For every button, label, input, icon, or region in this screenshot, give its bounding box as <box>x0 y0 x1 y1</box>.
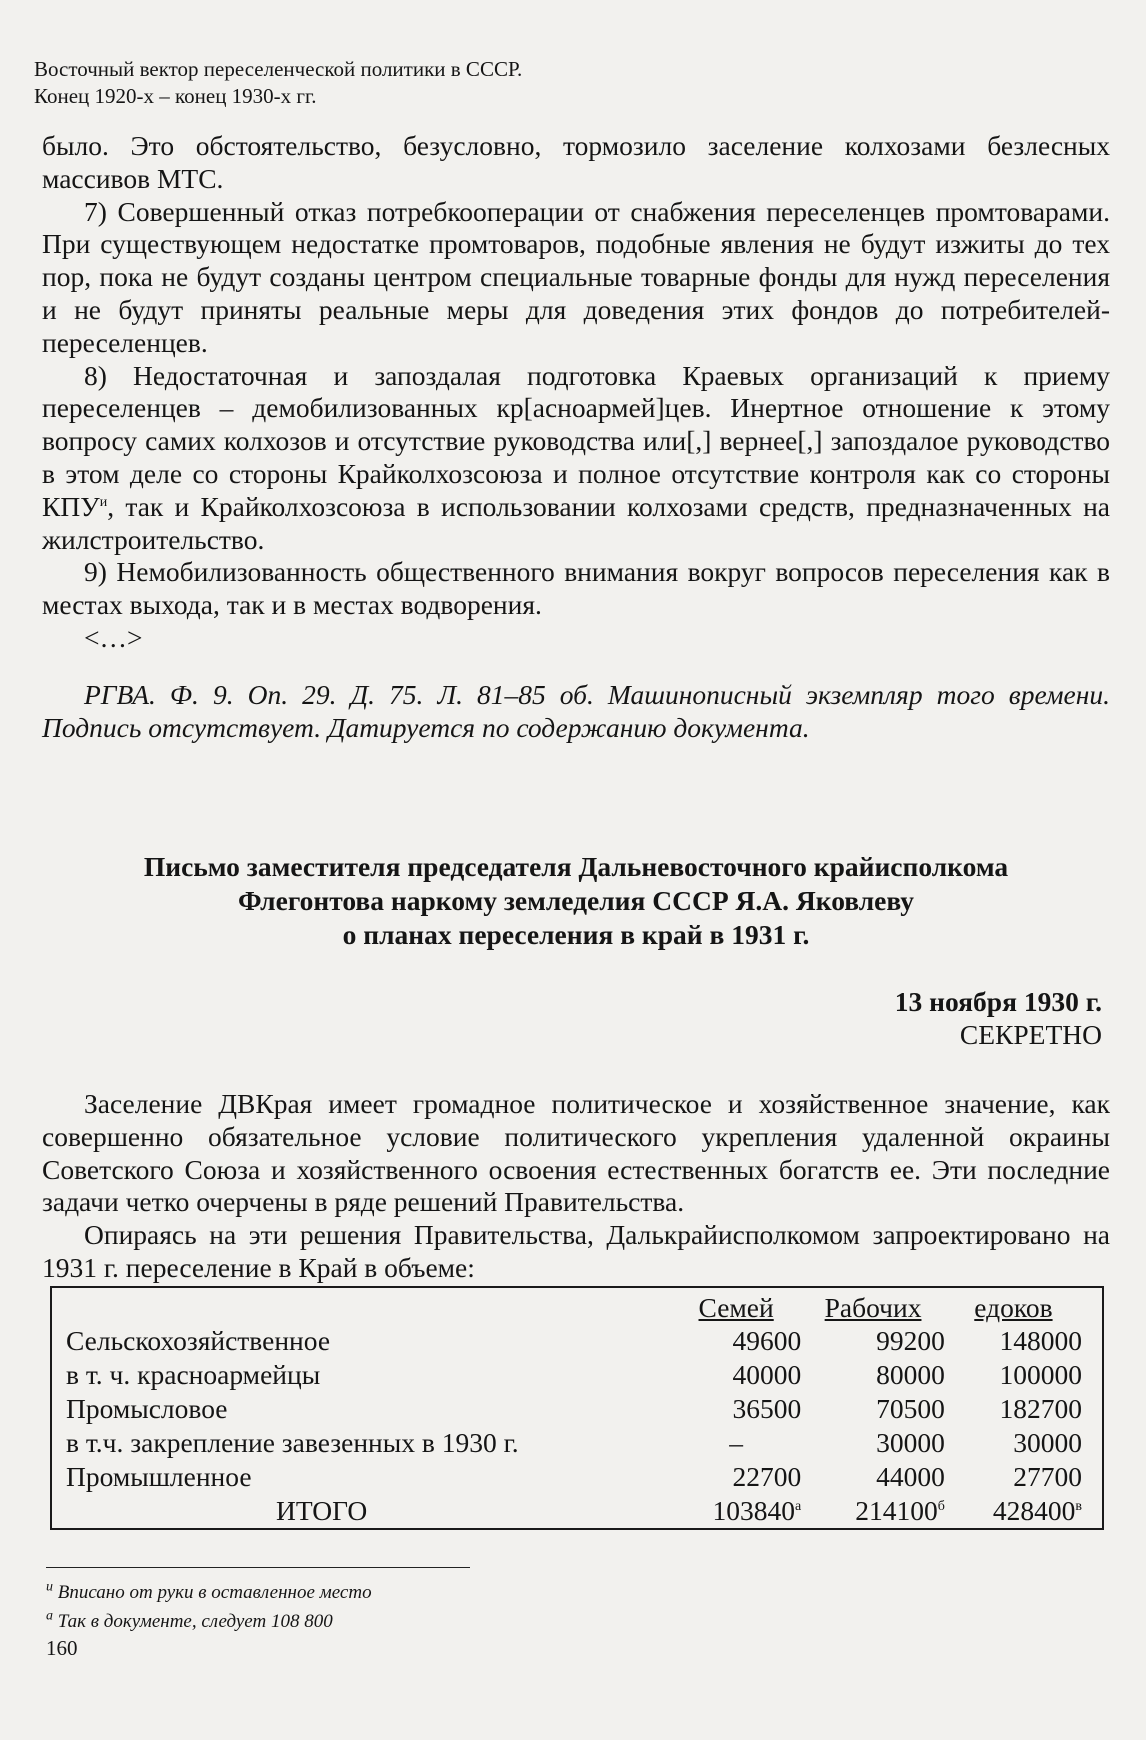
archival-source-note: РГВА. Ф. 9. Оп. 29. Д. 75. Л. 81–85 об. Машинописный экземпляр того времени. Подпись отсутствует. Датируется по содержанию документа. <box>42 678 1110 743</box>
paragraph-text: , так и Крайколхозсоюза в использовании колхозами средств, предназначенных на жилстроительство. <box>42 490 1110 555</box>
cell-workers: 80000 <box>876 1359 945 1390</box>
footnote-text: Вписано от руки в оставленное место <box>53 1582 372 1603</box>
table-header-row <box>66 1288 1082 1324</box>
cell-eaters: 100000 <box>999 1359 1082 1390</box>
paragraph: было. Это обстоятельство, безусловно, тормозило заселение колхозами безлесных массивов МТС. <box>42 130 1110 194</box>
footnote <box>46 1607 372 1636</box>
footnote-divider <box>46 1567 470 1568</box>
row-label: Сельскохозяйственное <box>66 1325 331 1356</box>
header-eaters: едоков <box>974 1292 1053 1323</box>
cell-workers: 70500 <box>876 1393 945 1424</box>
cell-eaters: 30000 <box>1013 1427 1082 1458</box>
total-workers <box>801 1494 945 1528</box>
footnotes <box>46 1578 372 1636</box>
ellipsis-omission: <…> <box>84 621 143 653</box>
cell-workers: 30000 <box>876 1427 945 1458</box>
table-row <box>66 1460 1082 1494</box>
cell-families: 40000 <box>732 1359 802 1390</box>
total-label: ИТОГО <box>276 1495 368 1526</box>
total-eaters-value: 428400 <box>992 1495 1076 1526</box>
document-title-line: Флегонтова наркому земледелия СССР Я.А. Яковлеву <box>237 885 915 916</box>
row-label: Промысловое <box>66 1393 228 1424</box>
document-date: 13 ноября 1930 г. <box>894 986 1102 1017</box>
row-label: в т.ч. закрепление завезенных в 1930 г. <box>66 1427 519 1458</box>
total-families-value: 103840 <box>712 1495 796 1526</box>
cell-families: 22700 <box>732 1461 802 1492</box>
footnote-mark: а <box>795 1498 802 1514</box>
running-header-line1: Восточный вектор переселенческой политики в СССР. <box>34 57 523 81</box>
table-row <box>66 1426 1082 1460</box>
cell-eaters: 27700 <box>1013 1461 1082 1492</box>
paragraph-text: 8) Недостаточная и запоздалая подготовка Краевых организаций к приему переселенцев – демобилизованных кр[асноармей]цев. Инертное отношение к этому вопросу самих колхозов и отсутствие руководства или[,] вернее[,] запоздалое руководство в этом деле со стороны Крайколхозсоюза и полное отсутствие контроля как со стороны КПУ <box>42 359 1110 522</box>
page-number: 160 <box>46 1636 78 1660</box>
cell-eaters: 182700 <box>999 1393 1082 1424</box>
document-title-line: Письмо заместителя председателя Дальневосточного крайисполкома <box>143 851 1009 882</box>
paragraph <box>42 360 1110 557</box>
document-title-line: о планах переселения в край в 1931 г. <box>342 919 810 950</box>
resettlement-table <box>50 1286 1104 1530</box>
cell-families: 49600 <box>732 1325 802 1356</box>
total-workers-value: 214100 <box>855 1495 938 1526</box>
running-header-line2: Конец 1920-х – конец 1930-х гг. <box>34 84 317 108</box>
body-text <box>42 130 1110 744</box>
paragraph: 9) Немобилизованность общественного внимания вокруг вопросов переселения как в местах выхода, так и в местах водворения. <box>42 556 1110 621</box>
document-title <box>42 850 1110 952</box>
table-total-row <box>66 1494 1082 1528</box>
total-families <box>671 1494 801 1528</box>
row-label: Промышленное <box>66 1461 252 1492</box>
header-cell <box>66 1288 671 1324</box>
footnote-text: Так в документе, следует 108 800 <box>53 1611 333 1632</box>
letter-body <box>42 1088 1110 1285</box>
footnote <box>46 1578 372 1607</box>
footnote-mark: в <box>1075 1498 1082 1514</box>
cell-families: 36500 <box>732 1393 802 1424</box>
paragraph: 7) Совершенный отказ потребкооперации от снабжения переселенцев промтоварами. При существующем недостатке промтоваров, подобные явления не будут изжиты до тех пор, пока не будут созданы центром специальные товарные фонды для нужд переселения и не будут приняты реальные меры для доведения этих фондов до потребителей-переселенцев. <box>42 195 1110 358</box>
running-header <box>34 56 522 110</box>
paragraph: Заселение ДВКрая имеет громадное политическое и хозяйственное значение, как совершенно обязательное условие политического укрепления удаленной окраины Советского Союза и хозяйственного освоения естественных богатств ее. Эти последние задачи четко очерчены в ряде решений Правительства. <box>42 1088 1110 1218</box>
table-row <box>66 1358 1082 1392</box>
footnote-mark: и <box>99 494 108 510</box>
cell-workers: 44000 <box>876 1461 945 1492</box>
cell-workers: 99200 <box>876 1325 945 1356</box>
footnote-mark: б <box>937 1498 945 1514</box>
footnote-mark: и <box>46 1579 53 1595</box>
table-row <box>66 1392 1082 1426</box>
classification-label: СЕКРЕТНО <box>959 1019 1102 1050</box>
row-label: в т. ч. красноармейцы <box>66 1359 321 1390</box>
cell-families: – <box>729 1427 743 1458</box>
paragraph: Опираясь на эти решения Правительства, Далькрайисполкомом запроектировано на 1931 г. переселение в Край в объеме: <box>42 1219 1110 1283</box>
header-workers: Рабочих <box>824 1292 922 1323</box>
document-dateline <box>895 985 1102 1051</box>
total-eaters <box>945 1494 1082 1528</box>
header-families: Семей <box>698 1292 774 1323</box>
footnote-mark: а <box>46 1608 53 1624</box>
resettlement-table-grid <box>66 1288 1082 1528</box>
table-row <box>66 1324 1082 1358</box>
cell-eaters: 148000 <box>999 1325 1082 1356</box>
